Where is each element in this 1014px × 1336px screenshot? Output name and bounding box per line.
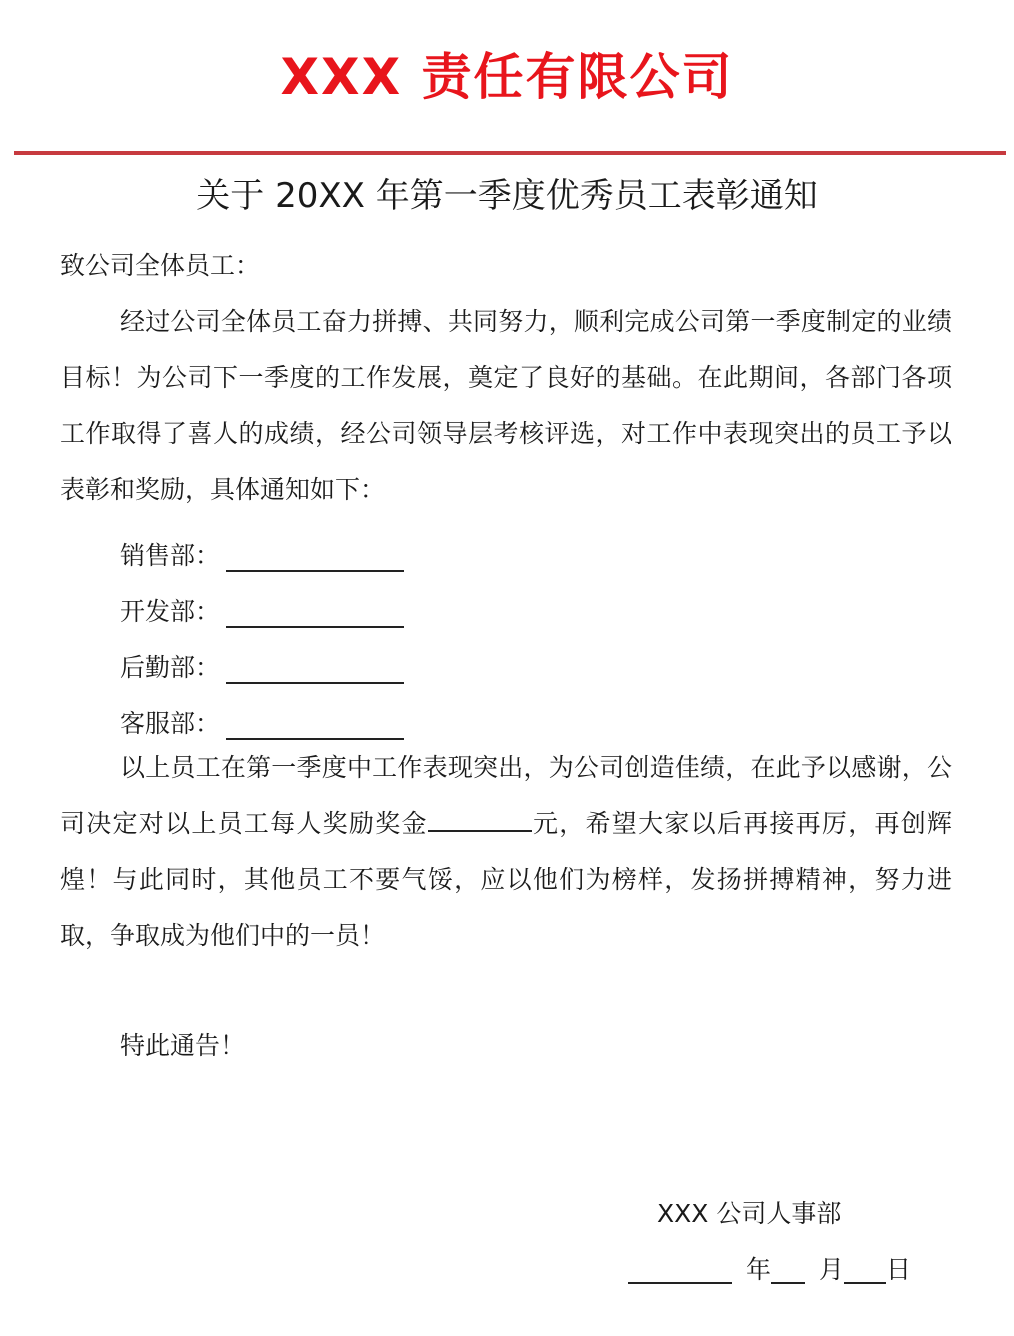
month-label: 月	[819, 1255, 845, 1284]
department-list	[120, 522, 404, 746]
paragraph-2-text-before: 以上员工在第一季度中工作表现突出，为公司创造佳绩，在此予以感谢，公司决定对以上员工每人奖励奖金	[60, 753, 952, 838]
department-blank	[226, 702, 404, 740]
body-paragraph-2	[60, 740, 952, 964]
company-title: XXX 责任有限公司	[280, 48, 734, 106]
header-divider	[14, 151, 1006, 155]
notice-title: 关于 20XX 年第一季度优秀员工表彰通知	[196, 176, 818, 216]
body-paragraph-1: 经过公司全体员工奋力拼搏、共同努力，顺利完成公司第一季度制定的业绩目标！为公司下一季度的工作发展，奠定了良好的基础。在此期间，各部门各项工作取得了喜人的成绩，经公司领导层考核评选，对工作中表现突出的员工予以表彰和奖励，具体通知如下：	[60, 307, 952, 504]
salutation: 致公司全体员工：	[60, 251, 261, 280]
signer: XXX 公司人事部	[657, 1199, 842, 1228]
department-label: 客服部：	[120, 709, 221, 738]
department-label: 销售部：	[120, 541, 221, 570]
department-row-development	[120, 578, 404, 634]
department-blank	[226, 646, 404, 684]
bonus-amount-blank	[428, 804, 532, 832]
department-blank	[226, 534, 404, 572]
closing-line: 特此通告！	[120, 1031, 246, 1060]
day-label: 日	[886, 1255, 912, 1284]
department-label: 开发部：	[120, 597, 221, 626]
department-row-sales	[120, 522, 404, 578]
date-line	[628, 1248, 911, 1292]
day-blank	[844, 1252, 886, 1284]
year-label: 年	[746, 1255, 772, 1284]
month-blank	[771, 1252, 805, 1284]
department-row-logistics	[120, 634, 404, 690]
department-label: 后勤部：	[120, 653, 221, 682]
paragraph-2-text-after: 元，希望大家以后再接再厉，再创辉煌！与此同时，其他员工不要气馁，应以他们为榜样，发扬拼搏精神，努力进取，争取成为他们中的一员！	[60, 809, 952, 950]
department-blank	[226, 590, 404, 628]
year-blank	[628, 1252, 732, 1284]
department-row-customer-service	[120, 690, 404, 746]
